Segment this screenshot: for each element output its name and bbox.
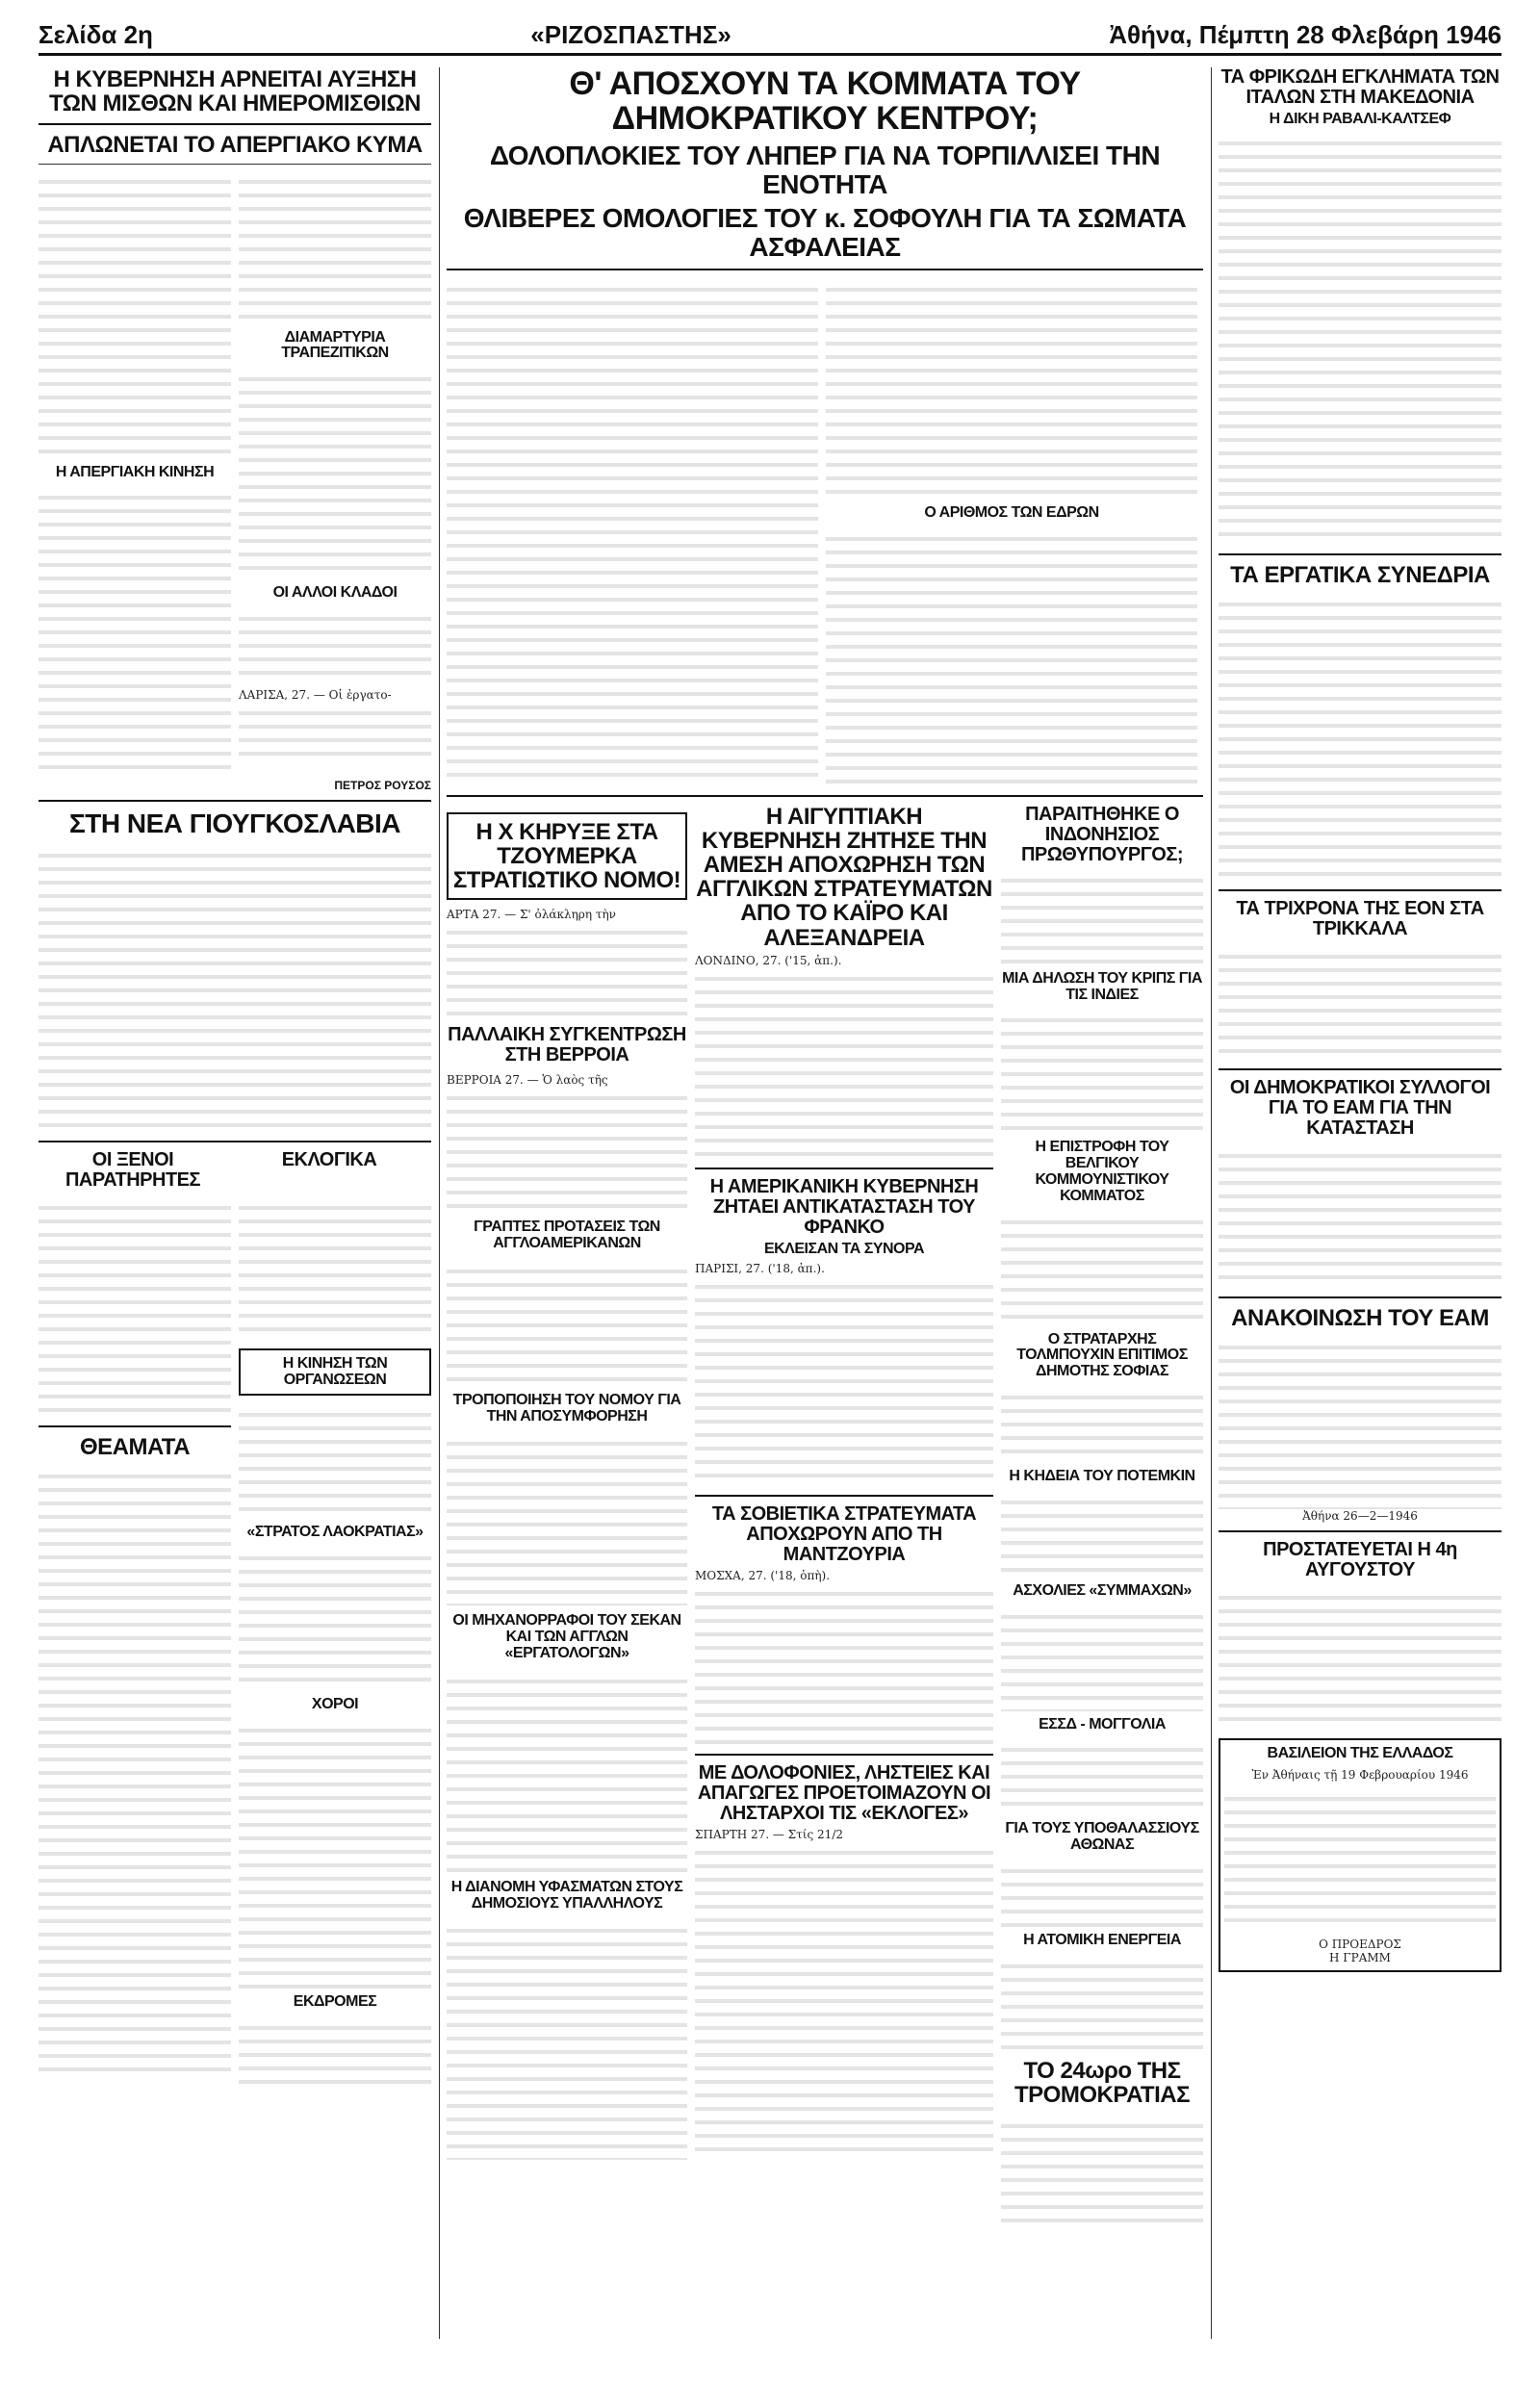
dateline-arta: ΑΡΤΑ 27. — Σ' ὀλάκληρη τὴν: [447, 908, 616, 922]
divider: [38, 164, 431, 165]
article-text: [1001, 1860, 1203, 1927]
dateline-sparti: ΣΠΑΡΤΗ 27. — Στίς 21/2: [695, 1827, 843, 1841]
article-text: [38, 170, 231, 459]
article-text: [447, 1919, 687, 2160]
headline-foreign-observers: ΟΙ ΞΕΝΟΙ ΠΑΡΑΤΗΡΗΤΕΣ: [64, 1148, 201, 1191]
article-text: [1001, 1009, 1203, 1134]
headline-tolbukhin: Ο ΣΤΡΑΤΑΡΧΗΣ ΤΟΛΜΠΟΥΧΙΝ ΕΠΙΤΙΜΟΣ ΔΗΜΟΤΗΣ ΣΟΦΙΑΣ: [1016, 1330, 1188, 1380]
column-rule: [1211, 67, 1212, 2339]
article-text: [239, 2016, 431, 2093]
headline-decongestion-law: ΤΡΟΠΟΠΟΙΗΣΗ ΤΟΥ ΝΟΜΟΥ ΓΙΑ ΤΗΝ ΑΠΟΣΥΜΦΟΡΗΣΗ: [452, 1391, 681, 1424]
article-text: [1224, 1787, 1496, 1932]
headline-proposals: ΓΡΑΠΤΕΣ ΠΡΟΤΑΣΕΙΣ ΤΩΝ ΑΓΓΛΟΑΜΕΡΙΚΑΝΩΝ: [474, 1219, 660, 1252]
divider: [695, 1495, 993, 1497]
divider: [1219, 1530, 1502, 1532]
article-text: [1001, 1386, 1203, 1463]
divider: [695, 1168, 993, 1169]
article-text: [447, 921, 687, 1017]
article-text: [695, 1582, 993, 1746]
headline-fabric-distribution: Η ΔΙΑΝΟΜΗ ΥΦΑΣΜΑΤΩΝ ΣΤΟΥΣ ΔΗΜΟΣΙΟΥΣ ΥΠΑΛΛΗΛΟΥΣ: [450, 1878, 683, 1912]
article-text: [1001, 1491, 1203, 1578]
headline-eam-announcement: ΑΝΑΚΟΙΝΩΣΗ ΤΟΥ ΕΑΜ: [1231, 1304, 1489, 1331]
article-text: [239, 1547, 431, 1691]
headline-belgian-cp: Η ΕΠΙΣΤΡΟΦΗ ΤΟΥ ΒΕΛΓΙΚΟΥ ΚΟΜΜΟΥΝΙΣΤΙΚΟΥ ΚΟΜΜΑΤΟΣ: [1035, 1139, 1169, 1204]
article-text: [38, 1196, 231, 1418]
article-text: [447, 1432, 687, 1605]
headline-allies: ΑΣΧΟΛΙΕΣ «ΣΥΜΜΑΧΩΝ»: [1013, 1581, 1192, 1599]
headline-italian-crimes: ΤΑ ΦΡΙΚΩΔΗ ΕΓΚΛΗΜΑΤΑ ΤΩΝ ΙΤΑΛΩΝ ΣΤΗ ΜΑΚΕΔΟΝΙΑ: [1220, 67, 1500, 108]
headline-tzoumerka: Η Χ ΚΗΡΥΞΕ ΣΤΑ ΤΖΟΥΜΕΡΚΑ ΣΤΡΑΤΙΩΤΙΚΟ ΝΟΜΟ!: [447, 812, 687, 901]
box-dances: ΧΟΡΟΙ: [311, 1696, 359, 1713]
decree-title: ΒΑΣΙΛΕΙΟΝ ΤΗΣ ΕΛΛΑΔΟΣ: [1267, 1745, 1453, 1762]
headline-franco: Η ΑΜΕΡΙΚΑΝΙΚΗ ΚΥΒΕΡΝΗΣΗ ΖΗΤΑΕΙ ΑΝΤΙΚΑΤΑΣΤΑΣΗ ΤΟΥ ΦΡΑΝΚΟ: [709, 1175, 979, 1238]
column-rule: [439, 67, 440, 2339]
subhead-other-sectors: ΟΙ ΑΛΛΟΙ ΚΛΑΔΟΙ: [272, 584, 398, 602]
headline-center-parties: Θ' ΑΠΟΣΧΟΥΝ ΤΑ ΚΟΜΜΑΤΑ ΤΟΥ ΔΗΜΟΚΡΑΤΙΚΟΥ ΚΕΝΤΡΟΥ;: [569, 67, 1081, 137]
article-text: [1219, 1336, 1502, 1509]
headline-democratic-clubs: ΟΙ ΔΗΜΟΚΡΑΤΙΚΟΙ ΣΥΛΛΟΓΟΙ ΓΙΑ ΤΟ ΕΑΜ ΓΙΑ ΤΗΝ ΚΑΤΑΣΤΑΣΗ: [1229, 1076, 1491, 1139]
headline-terror-24h: ΤΟ 24ωρο ΤΗΣ ΤΡΟΜΟΚΡΑΤΙΑΣ: [1014, 2057, 1190, 2108]
article-text: [1001, 1738, 1203, 1815]
article-text: [1219, 1144, 1502, 1289]
headline-atomic: Η ΑΤΟΜΙΚΗ ΕΝΕΡΓΕΙΑ: [1023, 1931, 1181, 1948]
article-text: [1219, 945, 1502, 1061]
page-number: Σελίδα 2η: [38, 20, 153, 49]
headline-eon-trikala: ΤΑ ΤΡΙΧΡΟΝΑ ΤΗΣ ΕΟΝ ΣΤΑ ΤΡΙΚΚΑΛΑ: [1236, 897, 1484, 939]
article-text: [1001, 1211, 1203, 1326]
article-text: [239, 1196, 431, 1341]
headline-indonesia: ΠΑΡΑΙΤΗΘΗΚΕ Ο ΙΝΔΟΝΗΣΙΟΣ ΠΡΩΘΥΠΟΥΡΓΟΣ;: [1020, 803, 1184, 865]
dateline-larisa: ΛΑΡΙΣΑ, 27. — Οἱ ἐργατο-: [239, 687, 392, 702]
divider: [1219, 1296, 1502, 1298]
center-column: [447, 67, 1203, 2339]
headline-ussr-mongolia: ΕΣΣΔ - ΜΟΓΓΟΛΙΑ: [1039, 1715, 1166, 1732]
headline-egypt: Η ΑΙΓΥΠΤΙΑΚΗ ΚΥΒΕΡΝΗΣΗ ΖΗΤΗΣΕ ΤΗΝ ΑΜΕΣΗ ΑΠΟΧΩΡΗΣΗ ΤΩΝ ΑΓΓΛΙΚΩΝ ΣΤΡΑΤΕΥΜΑΤΩΝ ΑΠΟ ΤΟ ΚΑΪΡΟ ΚΑΙ ΑΛΕΞΑΝΔΡΕΙΑ: [696, 803, 992, 951]
issue-date: Ἀθήνα, Πέμπτη 28 Φλεβάρη 1946: [1109, 20, 1502, 49]
box-people-army: «ΣΤΡΑΤΟΣ ΛΑΟΚΡΑΤΙΑΣ»: [246, 1524, 424, 1541]
divider: [38, 123, 431, 125]
subhead-bank-protest: ΔΙΑΜΑΡΤΥΡΙΑ ΤΡΑΠΕΖΙΤΙΚΩΝ: [281, 328, 389, 362]
headline-veria: ΠΑΛΛΑΙΚΗ ΣΥΓΚΕΝΤΡΩΣΗ ΣΤΗ ΒΕΡΡΟΙΑ: [448, 1024, 686, 1066]
theatre-listings: [38, 1465, 231, 2081]
article-text: [239, 1719, 431, 1989]
headline-manchuria: ΤΑ ΣΟΒΙΕΤΙΚΑ ΣΤΡΑΤΕΥΜΑΤΑ ΑΠΟΧΩΡΟΥΝ ΑΠΟ ΤΗ ΜΑΝΤΖΟΥΡΙΑ: [711, 1502, 977, 1565]
article-text: [38, 486, 231, 775]
article-text: [239, 368, 431, 579]
left-column: [38, 67, 431, 2339]
headline-sofoulis: ΘΛΙΒΕΡΕΣ ΟΜΟΛΟΓΙΕΣ ΤΟΥ κ. ΣΟΦΟΥΛΗ ΓΙΑ ΤΑ ΣΩΜΑΤΑ ΑΣΦΑΛΕΙΑΣ: [463, 203, 1187, 262]
article-text: [239, 607, 431, 684]
box-excursions: ΕΚΔΡΟΜΕΣ: [293, 1992, 377, 2010]
divider: [447, 795, 1203, 797]
article-text: [1001, 869, 1203, 965]
article-text: [1001, 1955, 1203, 2051]
decree-secretary: Η ΓΡΑΜΜ: [1329, 1950, 1391, 1964]
subhead-borders-closed: ΕΚΛΕΙΣΑΝ ΤΑ ΣΥΝΟΡΑ: [763, 1240, 925, 1257]
article-text: [1219, 132, 1502, 546]
article-text: [239, 702, 431, 759]
dateline-london: ΛΟΝΔΙΝΟ, 27. ('15, ἀπ.).: [695, 953, 842, 967]
decree-president: Ο ΠΡΟΕΔΡΟΣ: [1319, 1937, 1401, 1951]
divider: [38, 1425, 231, 1427]
headline-strike-wave: ΑΠΛΩΝΕΤΑΙ ΤΟ ΑΠΕΡΓΙΑΚΟ ΚΥΜΑ: [47, 132, 423, 159]
headline-4th-august: ΠΡΟΣΤΑΤΕΥΕΤΑΙ Η 4η ΑΥΓΟΥΣΤΟΥ: [1263, 1539, 1457, 1581]
divider: [447, 269, 1203, 270]
article-text: [447, 1260, 687, 1385]
headline-potemkin: Η ΚΗΔΕΙΑ ΤΟΥ ΠΟΤΕΜΚΙΝ: [1009, 1467, 1195, 1484]
article-text: [826, 278, 1197, 500]
subhead-strike-movement: Η ΑΠΕΡΓΙΑΚΗ ΚΙΝΗΣΗ: [55, 463, 215, 480]
article-text: [695, 1841, 993, 2159]
author-byline: ΠΕΤΡΟΣ ΡΟΥΣΟΣ: [334, 779, 431, 793]
article-text: [447, 1087, 687, 1212]
divider: [1219, 889, 1502, 891]
divider: [1219, 553, 1502, 555]
headline-wages: Η ΚΥΒΕΡΝΗΣΗ ΑΡΝΕΙΤΑΙ ΑΥΞΗΣΗ ΤΩΝ ΜΙΣΘΩΝ ΚΑΙ ΗΜΕΡΟΜΙΣΘΙΩΝ: [49, 67, 421, 117]
dateline-paris: ΠΑΡΙΣΙ, 27. ('18, ἀπ.).: [695, 1261, 825, 1275]
article-text: [239, 1403, 431, 1519]
headline-submarines: ΓΙΑ ΤΟΥΣ ΥΠΟΘΑΛΑΣΣΙΟΥΣ ΑΘΩΝΑΣ: [1005, 1820, 1199, 1854]
masthead: [38, 17, 1502, 56]
article-text: [695, 967, 993, 1160]
decree-box: [1219, 1738, 1502, 1972]
divider: [38, 1141, 431, 1142]
subhead-seats: Ο ΑΡΙΘΜΟΣ ΤΩΝ ΕΔΡΩΝ: [924, 503, 1099, 521]
article-text: [826, 527, 1197, 787]
right-column: [1219, 67, 1502, 2339]
article-text: [38, 844, 431, 1133]
headline-cripps: ΜΙΑ ΔΗΛΩΣΗ ΤΟΥ ΚΡΙΠΣ ΓΙΑ ΤΙΣ ΙΝΔΙΕΣ: [1002, 969, 1202, 1003]
headline-elections: ΕΚΛΟΓΙΚΑ: [281, 1148, 377, 1170]
box-organizations: Η ΚΙΝΗΣΗ ΤΩΝ ΟΡΓΑΝΩΣΕΩΝ: [239, 1348, 431, 1397]
headline-theatres: ΘΕΑΜΑΤΑ: [79, 1433, 191, 1460]
newspaper-page: [38, 17, 1502, 2366]
subhead-trial: Η ΔΙΚΗ ΡΑΒΑΛΙ-ΚΑΛΤΣΕΦ: [1269, 111, 1451, 127]
divider: [695, 1754, 993, 1756]
eam-date: Ἀθήνα 26—2—1946: [1302, 1509, 1418, 1524]
article-text: [1219, 593, 1502, 882]
headline-labour-congress: ΤΑ ΕΡΓΑΤΙΚΑ ΣΥΝΕΔΡΙΑ: [1230, 561, 1490, 588]
headline-leeper-plots: ΔΟΛΟΠΛΟΚΙΕΣ ΤΟΥ ΛΗΠΕΡ ΓΙΑ ΝΑ ΤΟΡΠΙΛΛΙΣΕΙ ΤΗΝ ΕΝΟΤΗΤΑ: [489, 141, 1161, 199]
headline-murders: ΜΕ ΔΟΛΟΦΟΝΙΕΣ, ΛΗΣΤΕΙΕΣ ΚΑΙ ΑΠΑΓΩΓΕΣ ΠΡΟΕΤΟΙΜΑΖΟΥΝ ΟΙ ΛΗΣΤΑΡΧΟΙ ΤΙΣ «ΕΚΛΟΓΕΣ»: [697, 1761, 991, 1824]
article-text: [239, 170, 431, 324]
article-text: [1001, 1605, 1203, 1711]
headline-sekan: ΟΙ ΜΗΧΑΝΟΡΡΑΦΟΙ ΤΟΥ ΣΕΚΑΝ ΚΑΙ ΤΩΝ ΑΓΓΛΩΝ «ΕΡΓΑΤΟΛΟΓΩΝ»: [452, 1612, 681, 1662]
headline-yugoslavia: ΣΤΗ ΝΕΑ ΓΙΟΥΓΚΟΣΛΑΒΙΑ: [68, 808, 401, 839]
article-text: [695, 1275, 993, 1487]
decree-date: Ἐν Ἀθήναις τῇ 19 Φεβρουαρίου 1946: [1251, 1767, 1469, 1782]
dateline-veria: ΒΕΡΡΟΙΑ 27. — Ὁ λαὸς τῆς: [447, 1073, 608, 1088]
article-text: [447, 278, 818, 779]
article-text: [447, 1670, 687, 1872]
article-text: [1001, 2115, 1203, 2230]
paper-name: «ΡΙΖΟΣΠΑΣΤΗΣ»: [530, 20, 732, 49]
dateline-moscow: ΜΟΣΧΑ, 27. ('18, ὁπὴ).: [695, 1568, 831, 1582]
article-text: [1219, 1586, 1502, 1731]
divider: [1219, 1068, 1502, 1070]
divider: [38, 800, 431, 802]
